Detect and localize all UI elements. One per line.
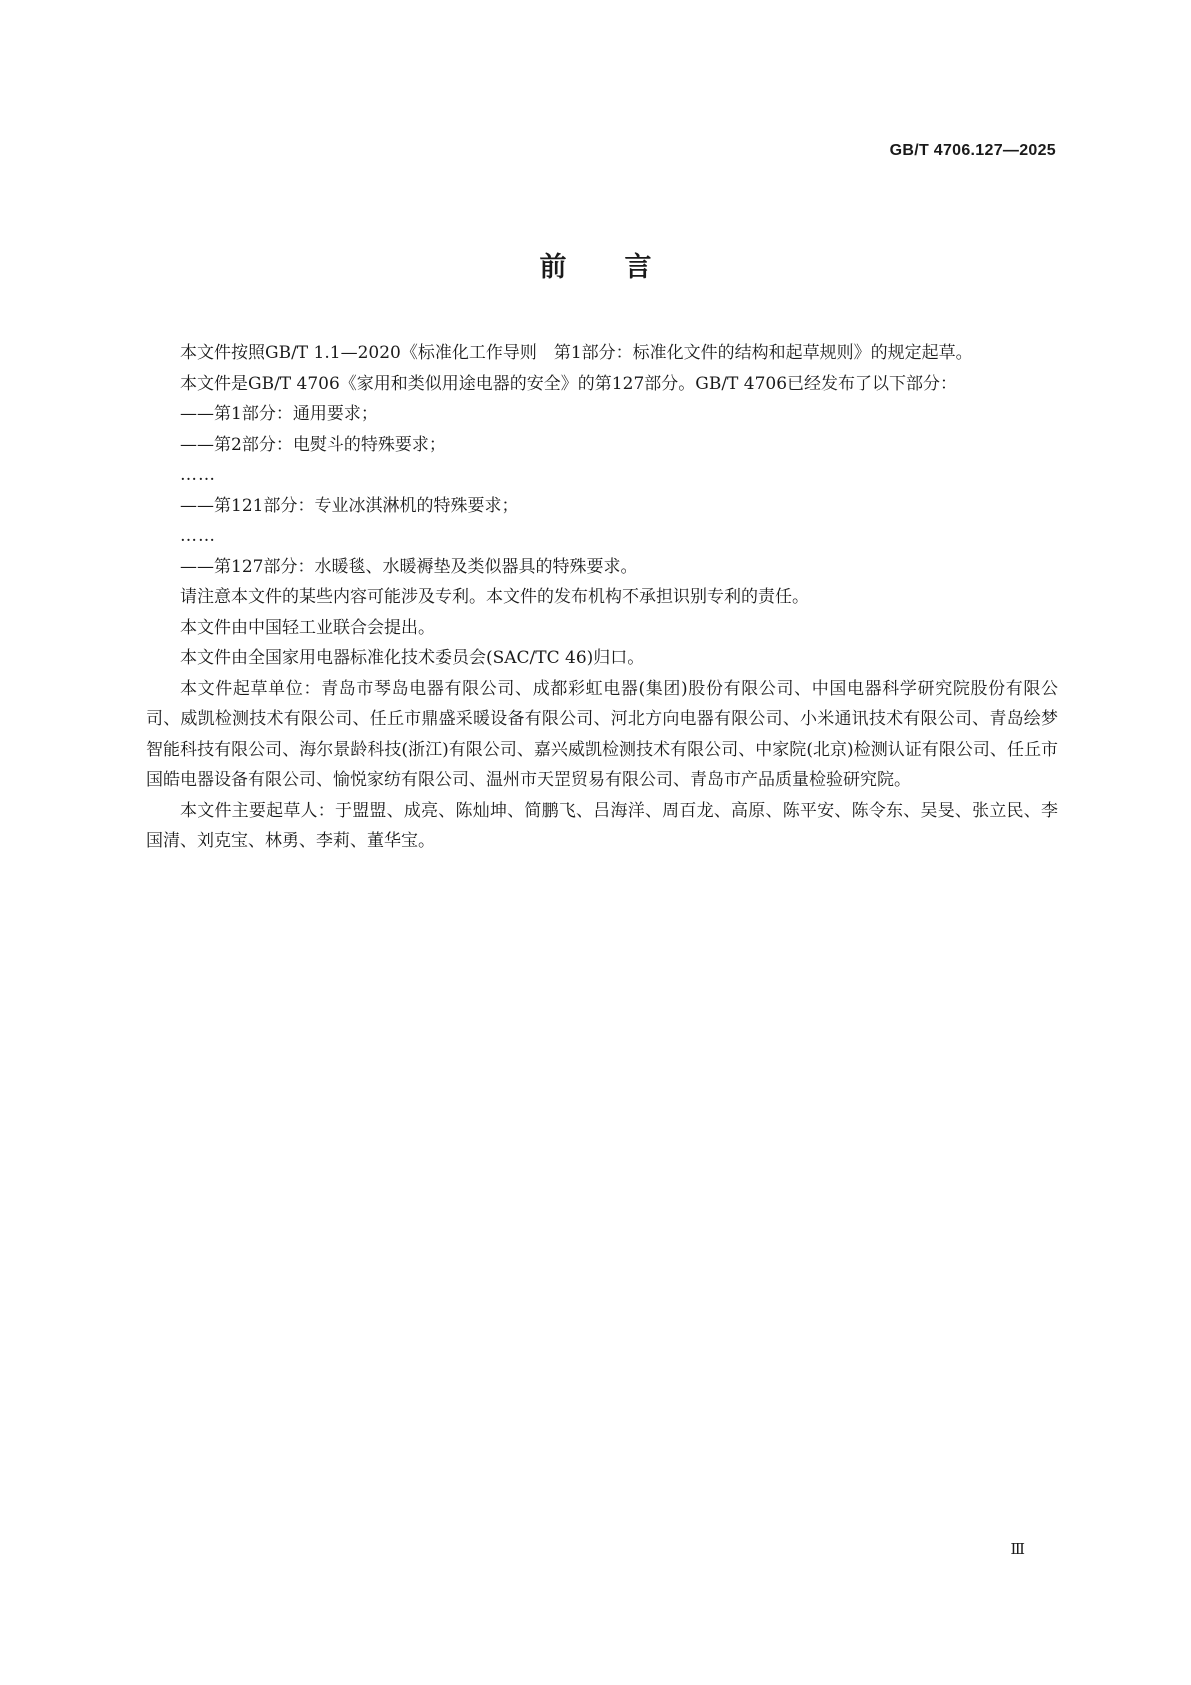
page-number: Ⅲ <box>1010 1540 1025 1558</box>
page-title: 前言 <box>539 252 710 283</box>
list-ellipsis: …… <box>180 465 216 485</box>
list-item-part-1: ——第1部分：通用要求； <box>180 404 378 424</box>
list-item-part-121: ——第121部分：专业冰淇淋机的特殊要求； <box>180 495 519 516</box>
paragraph-technical-committee: 本文件由全国家用电器标准化技术委员会(SAC/TC 46)归口。 <box>180 648 645 668</box>
list-item-part-127: ——第127部分：水暖毯、水暖褥垫及类似器具的特殊要求。 <box>180 556 638 577</box>
paragraph-series-intro: 本文件是GB/T 4706《家用和类似用途电器的安全》的第127部分。GB/T 4706已经发布了以下部分： <box>180 373 958 394</box>
list-item-part-2: ——第2部分：电熨斗的特殊要求； <box>180 434 446 455</box>
list-ellipsis: …… <box>180 526 216 546</box>
paragraph-drafting-organizations: 本文件起草单位：青岛市琴岛电器有限公司、成都彩虹电器(集团)股份有限公司、中国电器科学研究院股份有限公司、威凯检测技术有限公司、任丘市鼎盛采暖设备有限公司、河北方向电器有限公司、小米通讯技术有限公司、青岛绘梦智能科技有限公司、海尔景龄科技(浙江)有限公司、嘉兴威凯检测技术有限公司、中家院(北京)检测认证有限公司、任丘市国皓电器设备有限公司、愉悦家纺有限公司、温州市天罡贸易有限公司、青岛市产品质量检验研究院。 <box>146 678 1058 790</box>
paragraph-patent-notice: 请注意本文件的某些内容可能涉及专利。本文件的发布机构不承担识别专利的责任。 <box>180 587 809 607</box>
paragraph-drafting-rules: 本文件按照GB/T 1.1—2020《标准化工作导则 第1部分：标准化文件的结构和起草规则》的规定起草。 <box>180 343 973 363</box>
document-number: GB/T 4706.127—2025 <box>889 142 1056 159</box>
document-body <box>146 338 1058 857</box>
paragraph-drafters: 本文件主要起草人：于盟盟、成亮、陈灿坤、简鹏飞、吕海洋、周百龙、高原、陈平安、陈令东、吴旻、张立民、李国清、刘克宝、林勇、李莉、董华宝。 <box>146 800 1058 851</box>
paragraph-proposer: 本文件由中国轻工业联合会提出。 <box>180 617 435 638</box>
